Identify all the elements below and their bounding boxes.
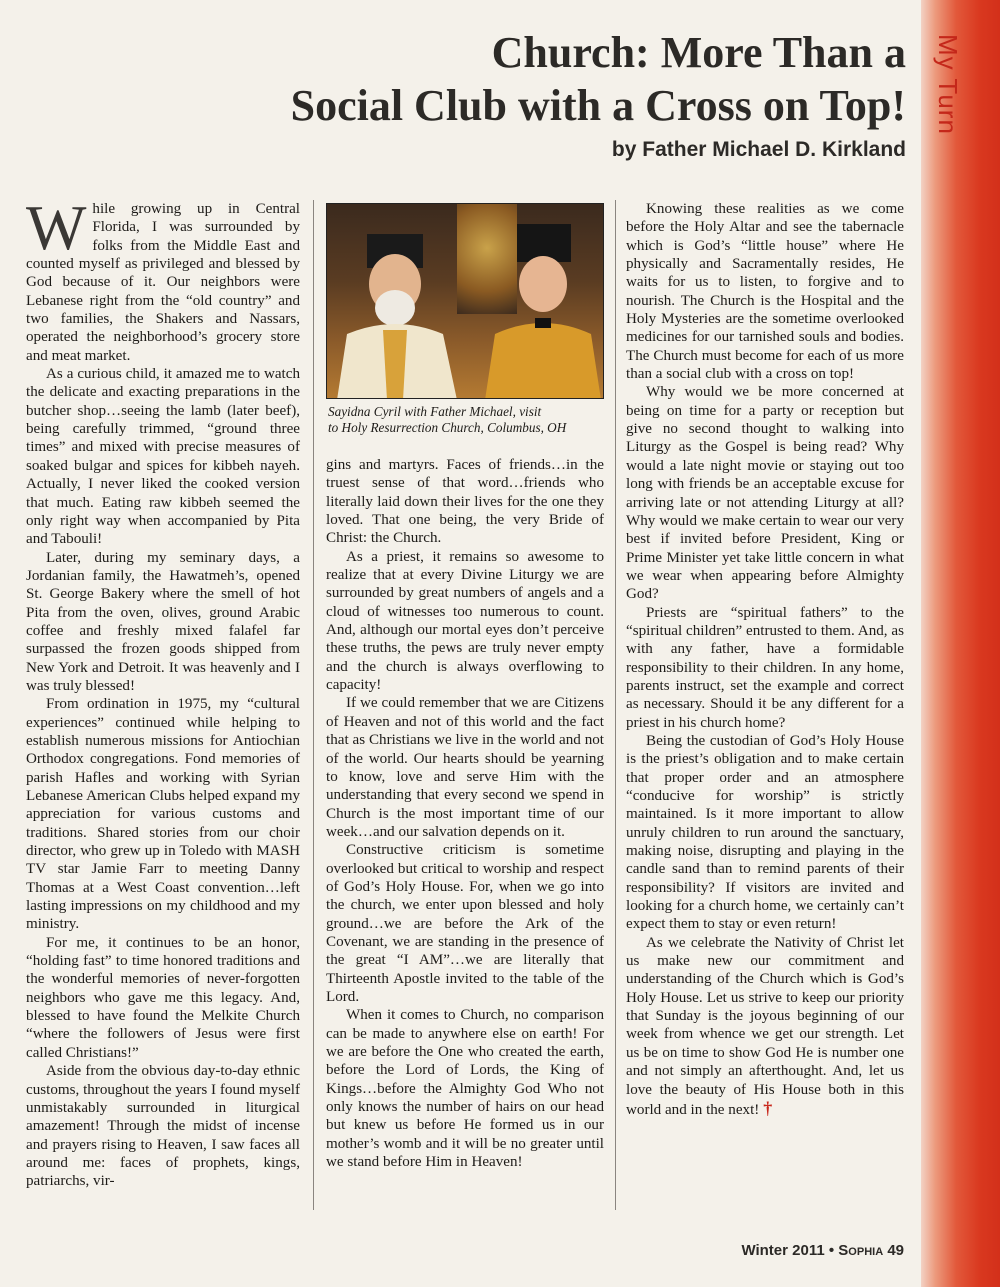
page-number: 49 — [887, 1242, 904, 1259]
section-label: My Turn — [933, 34, 963, 135]
paragraph: If we could remember that we are Citizens of Heaven and not of this world and the fact that as Christians we live in the world and not of the world. Our hearts should be yearning to know, love and serve Him with the understanding that every second we spend in Church is the most important time of our week…and our salvation depends on it. — [326, 695, 604, 840]
paragraph: As a priest, it remains so awesome to realize that at every Divine Liturgy we are surrounded by great numbers of angels and a cloud of witnesses too numerous to count. And, although our mortal eyes don’t perceive these truths, the pews are truly never empty and the church is always overflowing to capacity! — [326, 548, 604, 694]
byline: by Father Michael D. Kirkland — [611, 138, 906, 161]
paragraph: Why would we be more concerned at being on time for a party or reception but give no second thought to walking into Liturgy as the Gospel is being read? Why would a late night movie or staying out too long with friends be an acceptable excuse for arriving late or not attending Liturgy at all? Why would we make certain to wear our very best if invited before President, King or Prime Minister yet take little concern in what we wear when appearing before Almighty God? — [626, 384, 904, 603]
paragraph: Constructive criticism is sometime overlooked but critical to worship and respect of God’s Holy House. For, when we go into the church, we enter upon blessed and holy ground…we are before the Ark of the Covenant, we are standing in the presence of the great “I AM”…we are literally that Thirteenth Apostle invited to the table of the Lord. — [326, 842, 604, 1005]
page-footer — [741, 1242, 904, 1259]
paragraph: As a curious child, it amazed me to watch the delicate and exacting preparations in the butcher shop…seeing the lamb (later beef), being carefully trimmed, “ground three times” and mixed with precise measures of soaked bulgar and spices for kibbeh nayeh. Actually, I never liked the cooked version that much. Eating raw kibbeh seemed the only right way when accompanied by Pita and Tabouli! — [26, 366, 300, 548]
paragraph: From ordination in 1975, my “cultural experiences” continued while helping to establish numerous missions for Antiochian Orthodox congregations. Fond memories of parish Hafles and working with Syrian Lebanese American Clubs helped expand my appreciation for various customs and traditions. Shared stories from our choir director, who grew up in Toledo with MASH TV star Jamie Farr to meeting Danny Thomas at a West Coast convention…left lasting impressions on my childhood and my ministry. — [26, 696, 300, 933]
caption-line-2: to Holy Resurrection Church, Columbus, OH — [328, 420, 567, 435]
title-line-2: Social Club with a Cross on Top! — [290, 81, 906, 130]
article-column-2 — [326, 200, 604, 1171]
section-color-band — [921, 0, 1000, 1287]
paragraph: When it comes to Church, no comparison can be made to anywhere else on earth! For we are before the One who created the earth, before the Lord of Lords, the King of Kings…before the Almighty God Who not only knows the number of hairs on our head but knew us before He formed us in our mother’s womb and it will be no greater until we stand before Him in Heaven! — [326, 1007, 604, 1171]
issue-date: Winter 2011 — [741, 1242, 825, 1259]
paragraph: Aside from the obvious day-to-day ethnic customs, throughout the years I found myself unmistakably surrounded in liturgical amazement! Through the midst of incense and prayers rising to Heaven, I saw faces all around me: faces of prophets, kings, patriarchs, vir- — [26, 1063, 300, 1190]
article-column-3 — [626, 200, 904, 1119]
column-divider-1 — [313, 200, 314, 1210]
article-title — [200, 26, 906, 132]
magazine-name: Sophia — [838, 1242, 884, 1259]
paragraph: Later, during my seminary days, a Jordanian family, the Hawatmeh’s, opened St. George Bakery where the smell of hot Pita from the oven, olives, ground Arabic coffee and freshly mixed falafel far surpassed the frozen goods shipped from New York and Detroit. It was heavenly and I was truly blessed! — [26, 549, 300, 694]
end-mark-cross-icon: † — [763, 1097, 773, 1118]
paragraph: Priests are “spiritual fathers” to the “spiritual children” entrusted to them. And, as with any father, have a formidable responsibility to their children. In any home, parents instruct, set the example and correct as necessary. Should it be any different for a priest in his church home? — [626, 604, 904, 731]
title-line-1: Church: More Than a — [491, 28, 906, 77]
paragraph: For me, it continues to be an honor, “holding fast” to time honored traditions and the wonderful memories of never-forgotten neighbors who gave me this legacy. And, blessed to have found the Melkite Church “where the followers of Jesus were first called Christians!” — [26, 934, 300, 1061]
paragraph: Knowing these realities as we come before the Holy Altar and see the tabernacle which is God’s “little house” where He physically and Sacramentally resides, He waits for us to listen, to forgive and to nourish. The Church is the Hospital and the Holy Mysteries are the sometime overlooked medicines for our tarnished souls and bodies. The Church must become for each of us more than a social club with a cross on top! — [626, 201, 904, 383]
paragraph: While growing up in Central Florida, I was surrounded by folks from the Middle East and counted myself as privileged and blessed by God because of it. Our neighbors were Lebanese right from the “old country” and two families, the Shakers and Nassars, operated the neighborhood’s grocery store and meat market. — [26, 192, 300, 364]
caption-line-1: Sayidna Cyril with Father Michael, visit — [328, 404, 542, 419]
footer-separator: • — [828, 1242, 835, 1259]
article-column-1 — [26, 192, 300, 1191]
column-divider-2 — [615, 200, 616, 1210]
paragraph: As we celebrate the Nativity of Christ let us make new our commitment and understanding of the Church which is God’s Holy House. Let us strive to keep our priority that Sunday is the joyous beginning of our week from whence we get our strength. Let us be on time to show God He is number one and not simply an afterthought. And, let us love the beauty of His House both in this world and in the next! † — [626, 934, 904, 1118]
paragraph: Being the custodian of God’s Holy House is the priest’s obligation and to make certain that proper order and an atmosphere “conducive for worship” is strictly maintained. Is it more important to allow unruly children to run around the sanctuary, making noise, disrupting and playing in the candle sand than to remind parents of their responsibility? If visitors are invited and looking for a church home, we certainly can’t expect them to stay or even return! — [626, 732, 904, 933]
paragraph: gins and martyrs. Faces of friends…in the truest sense of that word…friends who literally laid down their lives for the one they loved. That one being, the very Bride of Christ: the Church. — [326, 457, 604, 547]
drop-cap: W — [26, 192, 87, 263]
